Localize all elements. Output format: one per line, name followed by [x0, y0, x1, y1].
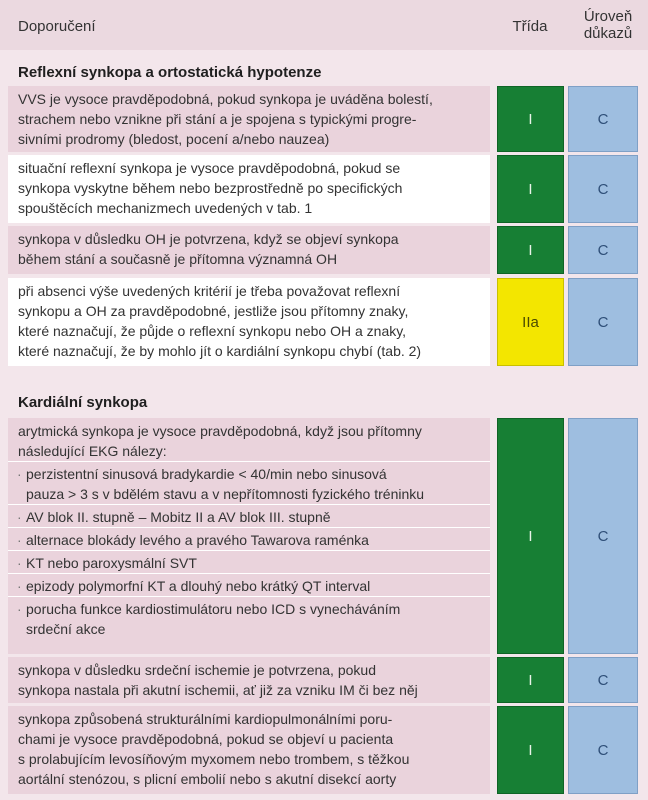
- row-text-line: během stání a současně je přítomna významná OH: [18, 251, 338, 267]
- row-text-line: synkopa v důsledku srdeční ischemie je potvrzena, pokud: [18, 662, 376, 678]
- row-text-line: situační reflexní synkopa je vysoce pravděpodobná, pokud se: [18, 160, 401, 176]
- level-badge: C: [568, 226, 638, 274]
- row-text-line: VVS je vysoce pravděpodobná, pokud synkopa je uváděna bolestí,: [18, 91, 433, 107]
- class-badge: I: [497, 226, 564, 274]
- list-item: · AV blok II. stupně – Mobitz II a AV blok III. stupně: [18, 507, 480, 527]
- list-item: · alternace blokády levého a pravého Tawarova raménka: [18, 530, 480, 550]
- list-item: · epizody polymorfní KT a dlouhý nebo krátký QT interval: [18, 576, 480, 596]
- table-row: [8, 86, 490, 152]
- class-badge: I: [497, 657, 564, 703]
- list-item: · porucha funkce kardiostimulátoru nebo ICD s vynecháváním srdeční akce: [18, 599, 480, 639]
- divider: [8, 596, 490, 597]
- table-row: [8, 278, 490, 366]
- level-badge: C: [568, 278, 638, 366]
- divider: [8, 527, 490, 528]
- class-badge: I: [497, 155, 564, 223]
- divider: [8, 550, 490, 551]
- level-badge: C: [568, 706, 638, 794]
- header-evidence: Úroveň důkazů: [583, 8, 633, 42]
- divider: [8, 504, 490, 505]
- row-text-line: synkopa v důsledku OH je potvrzena, když se objeví synkopa: [18, 231, 399, 247]
- divider: [8, 461, 490, 462]
- list-item: · perzistentní sinusová bradykardie < 40/min nebo sinusová pauza > 3 s v bdělém stavu a v nepřítomnosti fyzického tréninku: [18, 464, 480, 504]
- class-badge: I: [497, 86, 564, 152]
- level-badge: C: [568, 86, 638, 152]
- level-badge: C: [568, 418, 638, 654]
- row-text-line: s prolabujícím levosíňovým myxomem nebo trombem, s těžkou: [18, 751, 410, 767]
- row-text-line: strachem nebo vznikne při stání a je spojena s typickými progre-: [18, 111, 417, 127]
- row-text-line: které naznačují, že by mohlo jít o kardiální synkopu chybí (tab. 2): [18, 343, 422, 359]
- row-text-line: synkopa nastala při akutní ischemii, ať již za vzniku IM či bez něj: [18, 682, 418, 698]
- level-badge: C: [568, 155, 638, 223]
- section-title-cardiac: Kardiální synkopa: [18, 394, 148, 411]
- divider: [8, 573, 490, 574]
- row-text-line: arytmická synkopa je vysoce pravděpodobná, když jsou přítomny: [18, 423, 422, 439]
- row-text-line: sivními prodromy (bledost, pocení a/nebo nauzea): [18, 131, 330, 147]
- row-text-line: chami je vysoce pravděpodobná, pokud se objeví u pacienta: [18, 731, 394, 747]
- section-title-reflex: Reflexní synkopa a ortostatická hypotenze: [18, 64, 322, 81]
- table-row: [8, 706, 490, 794]
- table-header: [0, 0, 648, 50]
- table-row: [8, 418, 490, 654]
- class-badge: I: [497, 418, 564, 654]
- row-text-line: následující EKG nálezy:: [18, 443, 167, 459]
- header-recommendation: Doporučení: [18, 18, 96, 35]
- class-badge: IIa: [497, 278, 564, 366]
- list-item: · KT nebo paroxysmální SVT: [18, 553, 480, 573]
- table-row: [8, 155, 490, 223]
- row-text-line: spouštěcích mechanizmech uvedených v tab. 1: [18, 200, 313, 216]
- row-text-line: které naznačují, že půjde o reflexní synkopu nebo OH a znaky,: [18, 323, 407, 339]
- row-text-line: synkopu a OH za pravděpodobné, jestliže jsou přítomny znaky,: [18, 303, 409, 319]
- table-row: [8, 226, 490, 274]
- row-text-line: synkopa vyskytne během nebo bezprostředně po specifických: [18, 180, 403, 196]
- table-row: [8, 657, 490, 703]
- row-text-line: synkopa způsobená strukturálními kardiopulmonálními poru-: [18, 711, 393, 727]
- row-text-line: aortální stenózou, s plicní embolií nebo s akutní disekcí aorty: [18, 771, 397, 787]
- row-text-line: při absenci výše uvedených kritérií je třeba považovat reflexní: [18, 283, 401, 299]
- class-badge: I: [497, 706, 564, 794]
- header-class: Třída: [512, 18, 548, 35]
- level-badge: C: [568, 657, 638, 703]
